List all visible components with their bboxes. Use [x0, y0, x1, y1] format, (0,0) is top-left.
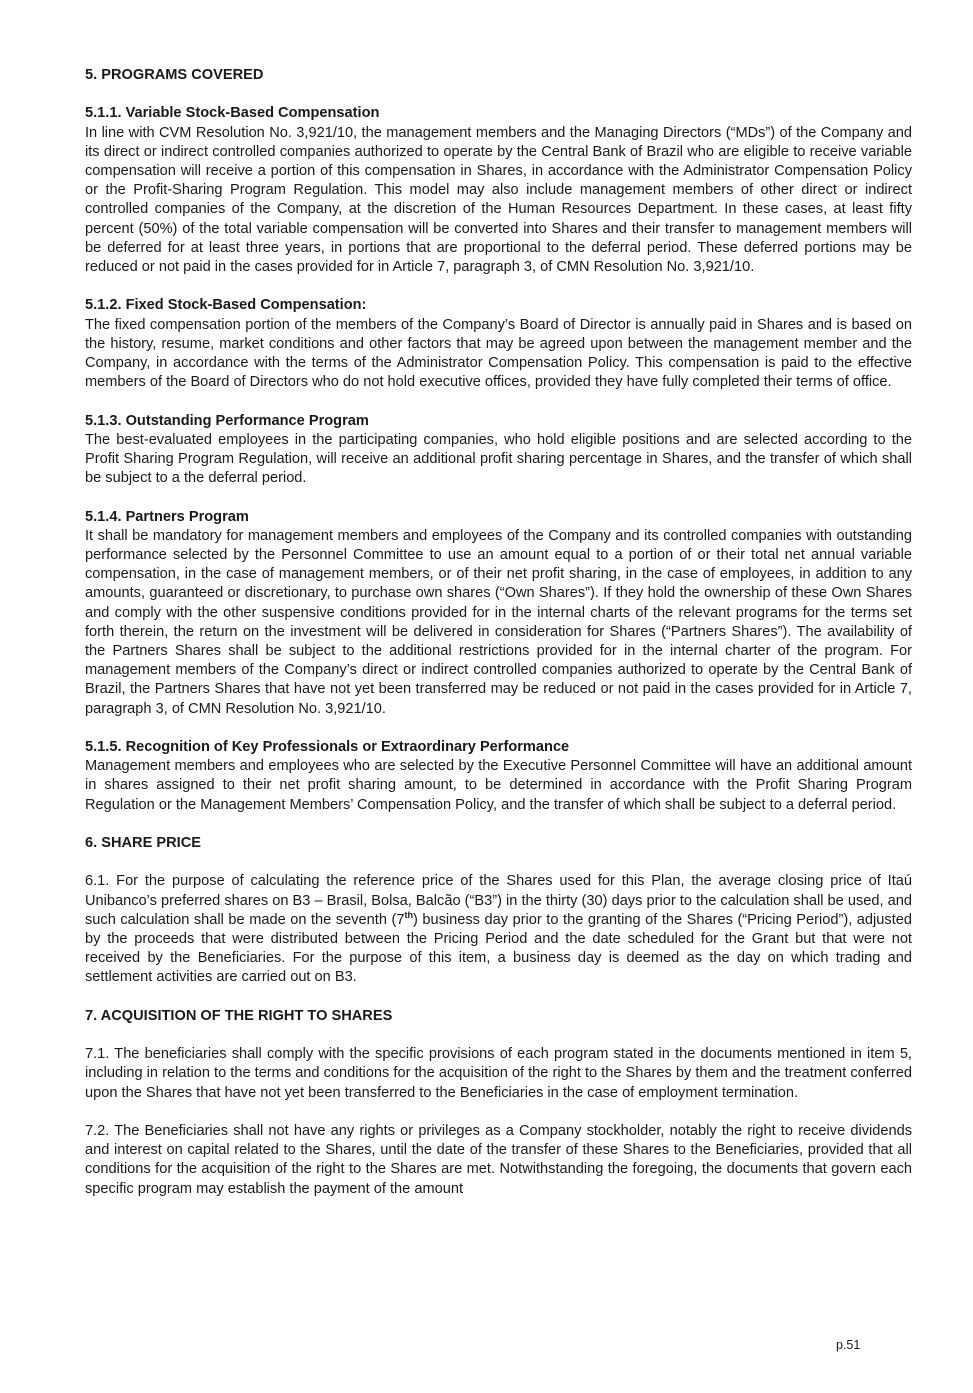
- section-6-1-text-part2: ) business day prior to the granting of the Shares (“Pricing Period”), adjusted by the proceeds that were distributed between the Pricing Period and the date scheduled for the Grant but that were not received by the Beneficiaries. For the purpose of this item, a business day is deemed as the day on which trading and settlement activities are carried out on B3.: [85, 911, 912, 986]
- section-5-1-1-heading: 5.1.1. Variable Stock-Based Compensation: [85, 105, 380, 122]
- section-7-2-text: 7.2. The Beneficiaries shall not have any rights or privileges as a Company stockholder, notably the right to receive dividends and interest on capital related to the Shares, until the date of the transfer of these Shares to the Beneficiaries, provided that all conditions for the acquisition of the right to the Shares are met. Notwithstanding the foregoing, the documents that govern each specific program may establish the payment of the amount: [85, 1123, 912, 1197]
- section-6-1-text-part1: 6.1. For the purpose of calculating the reference price of the Shares used for this Plan, the average closing price of Itaú Unibanco’s preferred shares on B3 – Brasil, Bolsa, Balcão (“B3”) in the thirty (30) days prior to the calculation shall be used, and such calculation shall be made on the seventh (7: [85, 873, 912, 928]
- document-page: [85, 66, 912, 1218]
- section-5-1-3-text: The best-evaluated employees in the participating companies, who hold eligible positions and are selected according to the Profit Sharing Program Regulation, will receive an additional profit sharing percentage in Shares, and the transfer of which shall be subject to a the deferral period.: [85, 431, 912, 487]
- section-6-1-text: [85, 872, 912, 987]
- section-6-heading: 6. SHARE PRICE: [85, 835, 201, 852]
- section-5-1-5-heading: 5.1.5. Recognition of Key Professionals or Extraordinary Performance: [85, 739, 570, 756]
- section-5-heading: 5. PROGRAMS COVERED: [85, 67, 264, 83]
- section-5-1-1-text: In line with CVM Resolution No. 3,921/10, the management members and the Managing Directors (“MDs”) of the Company and its direct or indirect controlled companies authorized to operate by the Central Bank of Brazil who are eligible to receive variable compensation will receive a portion of this compensation in Shares, in accordance with the Administrator Compensation Policy or the Profit-Sharing Program Regulation. This model may also include management members of other direct or indirect controlled companies of the Company, at the discretion of the Human Resources Department. In these cases, at least fifty percent (50%) of the total variable compensation will be converted into Shares and their transfer to management members will be deferred for at least three years, in portions that are proportional to the deferral period. These deferred portions may be reduced or not paid in the cases provided for in Article 7, paragraph 3, of CMN Resolution No. 3,921/10.: [85, 124, 912, 276]
- section-5-1-4: [85, 508, 912, 719]
- section-5-1-2: [85, 296, 912, 392]
- section-5-1-2-text: The fixed compensation portion of the members of the Company’s Board of Director is annually paid in Shares and is based on the history, resume, market conditions and other factors that may be agreed upon between the management member and the Company, in accordance with the terms of the Administrator Compensation Policy. This compensation is paid to the effective members of the Board of Directors who do not hold executive offices, provided they have fully completed their terms of office.: [85, 316, 912, 391]
- section-5-1-2-heading: 5.1.2. Fixed Stock-Based Compensation:: [85, 297, 367, 314]
- page-number: p.51: [836, 1338, 861, 1352]
- section-5-1-4-text: It shall be mandatory for management members and employees of the Company and its controlled companies with outstanding performance selected by the Personnel Committee to use an amount equal to a portion of or their total net annual variable compensation, in the case of management members, or of their net profit sharing, in the case of employees, in addition to any amounts, guaranteed or discretionary, to purchase own shares (“Own Shares”). If they hold the ownership of these Own Shares and comply with the other suspensive conditions provided for in the internal charts of the relevant programs for the terms set forth therein, the return on the investment will be delivered in consideration for Shares (“Partners Shares”). The availability of the Partners Shares shall be subject to the additional restrictions provided for in the internal charter of the program. For management members of the Company’s direct or indirect controlled companies authorized to operate by the Central Bank of Brazil, the Partners Shares that have not yet been transferred may be reduced or not paid in the cases provided for in Article 7, paragraph 3, of CMN Resolution No. 3,921/10.: [85, 527, 912, 717]
- section-5-1-4-heading: 5.1.4. Partners Program: [85, 508, 249, 525]
- section-5-1-3: [85, 412, 912, 489]
- section-5-1-5: [85, 738, 912, 815]
- ordinal-suffix: th: [404, 909, 413, 920]
- section-5-1-3-heading: 5.1.3. Outstanding Performance Program: [85, 412, 369, 429]
- section-7-1-text: 7.1. The beneficiaries shall comply with the specific provisions of each program stated in the documents mentioned in item 5, including in relation to the terms and conditions for the acquisition of the right to the Shares by them and the treatment conferred upon the Shares that have not yet been transferred to the Beneficiaries in the case of employment termination.: [85, 1046, 912, 1101]
- section-7-heading: 7. ACQUISITION OF THE RIGHT TO SHARES: [85, 1007, 393, 1024]
- section-5-1-5-text: Management members and employees who are selected by the Executive Personnel Committee will have an additional amount in shares assigned to their net profit sharing amount, to be determined in accordance with the Profit Sharing Program Regulation or the Management Members’ Compensation Policy, and the transfer of which shall be subject to a deferral period.: [85, 758, 912, 813]
- section-5-1-1: [85, 104, 912, 277]
